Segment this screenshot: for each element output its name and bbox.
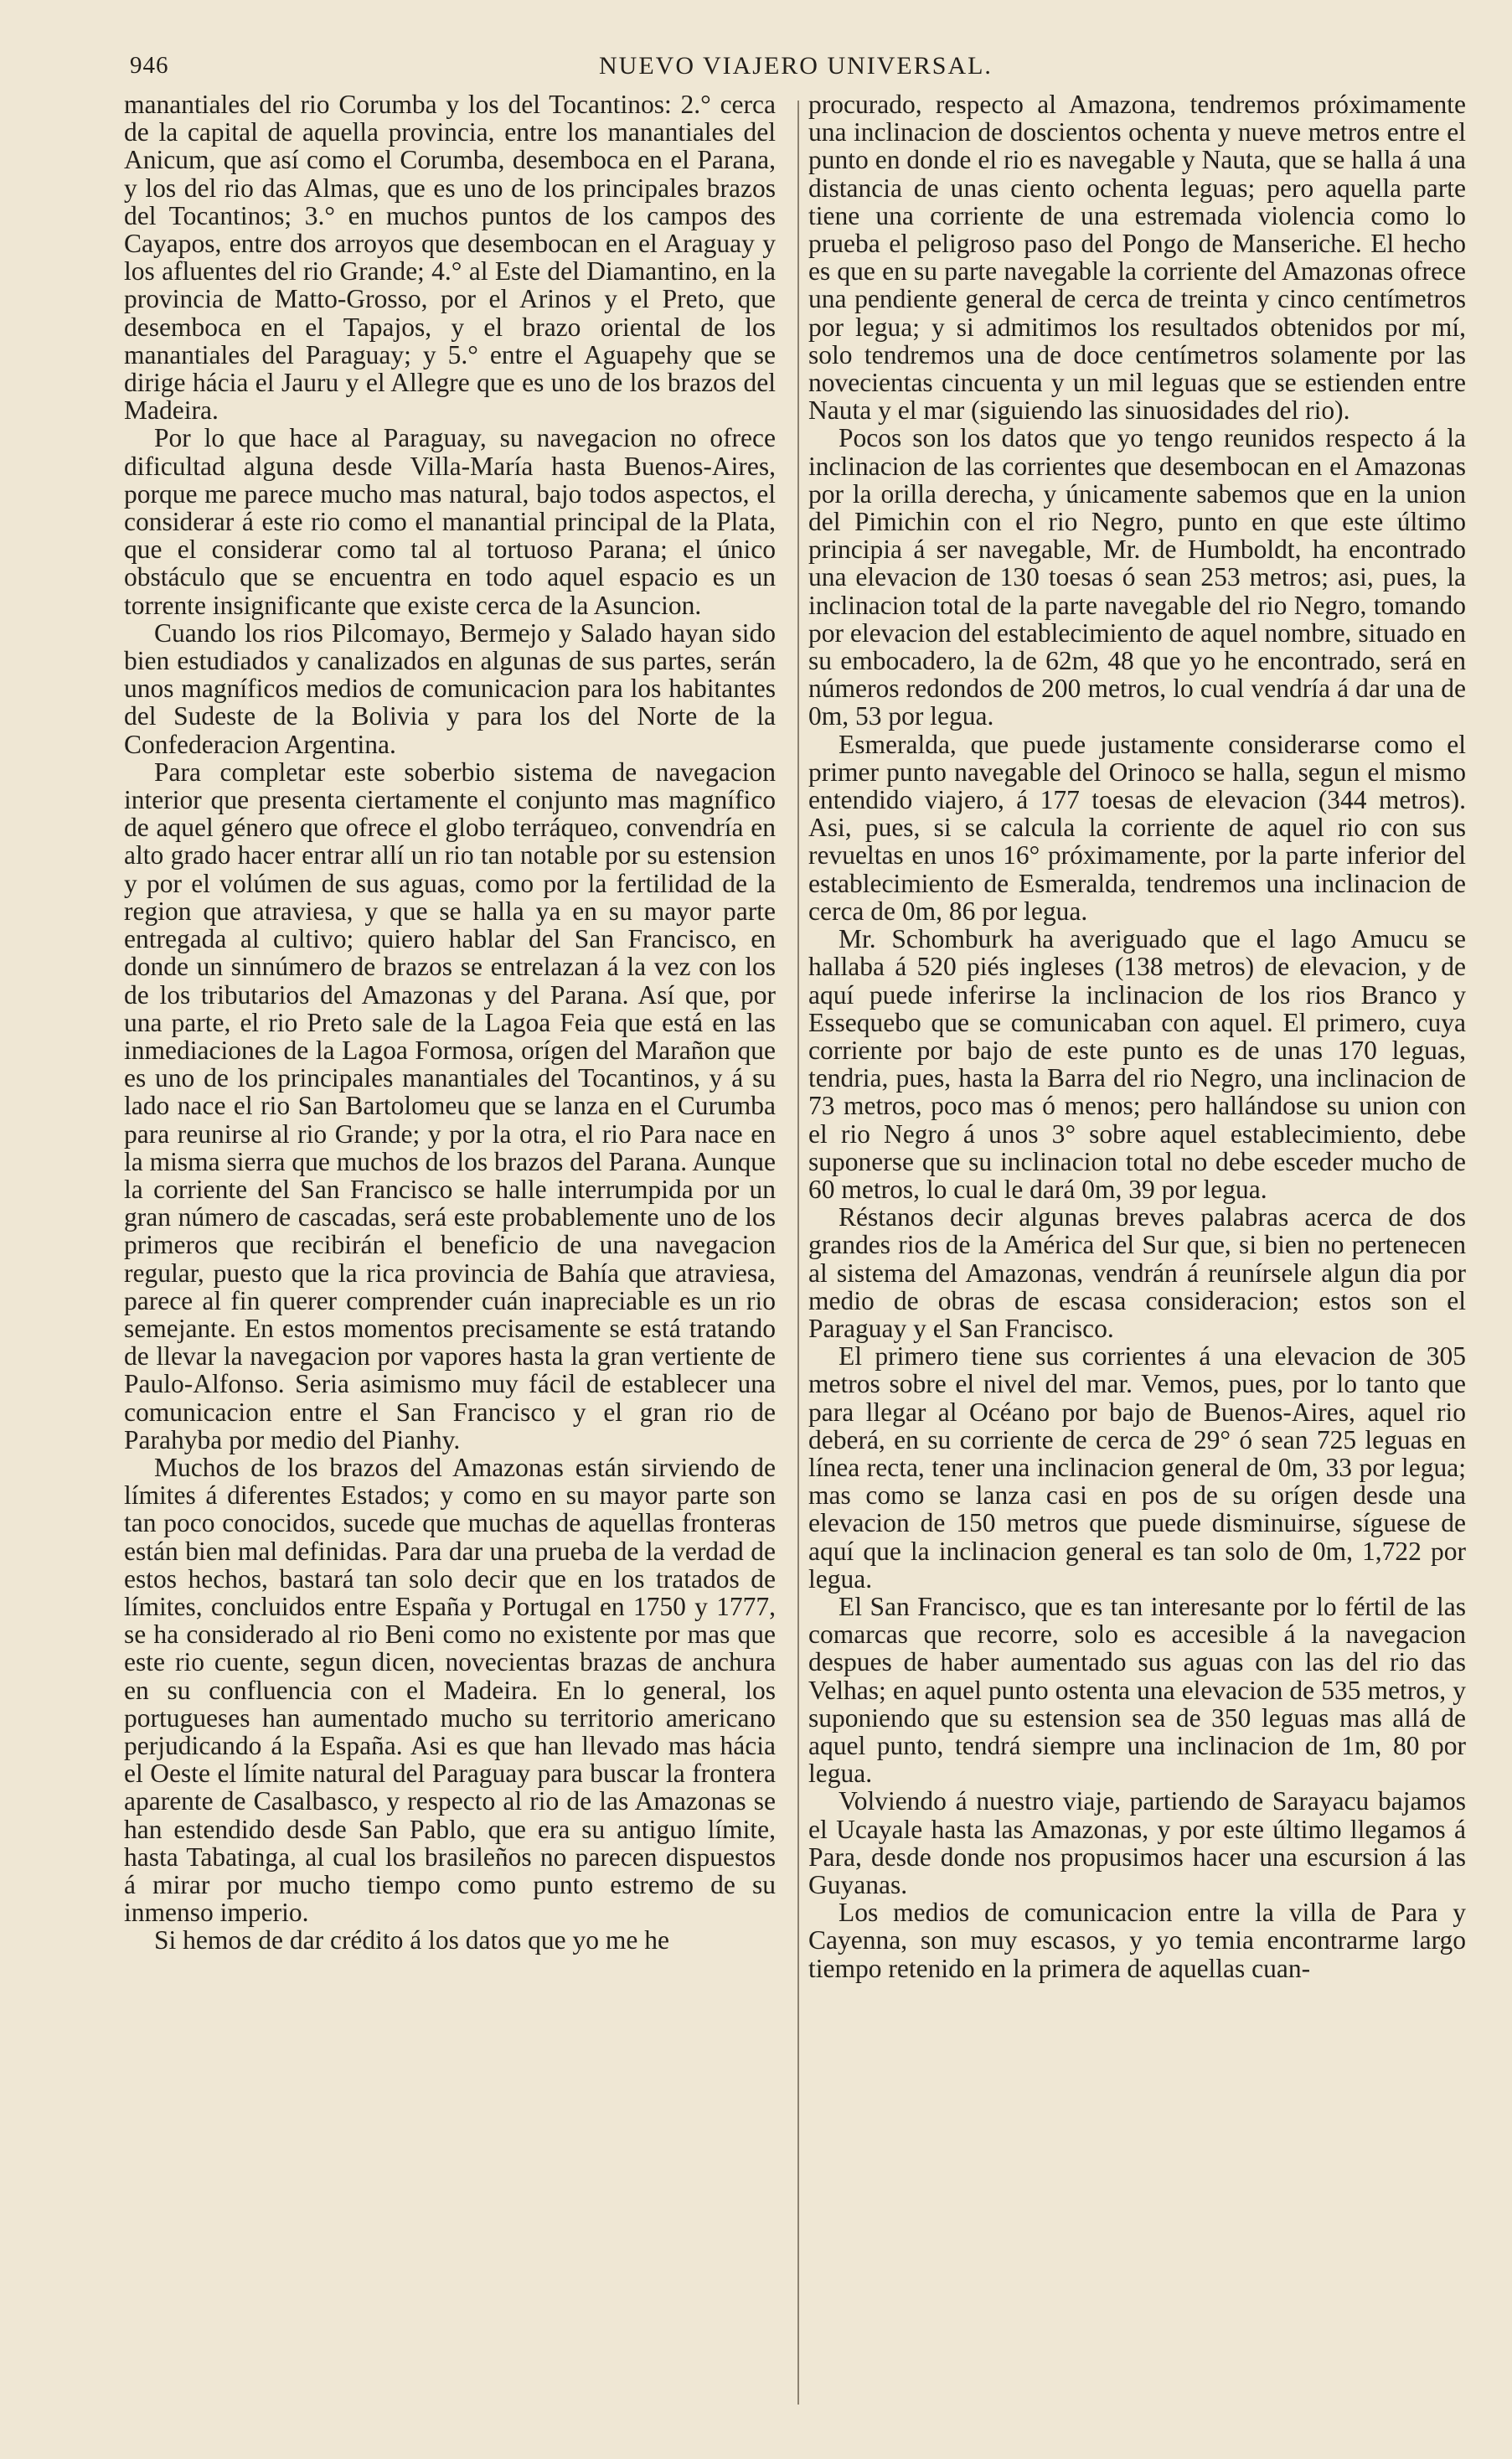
paragraph: Mr. Schomburk ha averiguado que el lago Amucu se hallaba á 520 piés ingleses (138 metros) de elevacion, y de aquí puede inferirse la inclinacion de los rios Branco y Essequebo que se comunicaban con aquel. El primero, cuya corriente por bajo de este punto es de unas 170 leguas, tendria, pues, hasta la Barra del rio Negro, una inclinacion de 73 metros, poco mas ó menos; pero hallándose su union con el rio Negro á unos 3° sobre aquel establecimiento, debe suponerse que su inclinacion total no debe esceder mucho de 60 metros, lo cual le dará 0m, 39 por legua.: [808, 924, 1466, 1204]
paragraph: Volviendo á nuestro viaje, partiendo de Sarayacu bajamos el Ucayale hasta las Amazonas, y por este último llegamos á Para, desde donde nos propusimos hacer una escursion á las Guyanas.: [808, 1786, 1466, 1899]
paragraph: Réstanos decir algunas breves palabras acerca de dos grandes rios de la América del Sur que, si bien no pertenecen al sistema del Amazonas, vendrán á reunírsele algun dia por medio de obras de escasa consideracion; estos son el Paraguay y el San Francisco.: [808, 1202, 1466, 1343]
paragraph: manantiales del rio Corumba y los del Tocantinos: 2.° cerca de la capital de aquella provincia, entre los manantiales del Anicum, que así como el Corumba, desemboca en el Parana, y los del rio das Almas, que es uno de los principales brazos del Tocantinos; 3.° en muchos puntos de los campos des Cayapos, entre dos arroyos que desembocan en el Araguay y los afluentes del rio Grande; 4.° al Este del Diamantino, en la provincia de Matto-Grosso, por el Arinos y el Preto, que desemboca en el Tapajos, y el brazo oriental de los manantiales del Paraguay; y 5.° entre el Aguapehy que se dirige hácia el Jauru y el Allegre que es uno de los brazos del Madeira.: [124, 90, 776, 426]
paragraph: Esmeralda, que puede justamente considerarse como el primer punto navegable del Orinoco se halla, segun el mismo entendido viajero, á 177 toesas de elevacion (344 metros). Asi, pues, si se calcula la corriente de aquel rio con sus revueltas en unos 16° próximamente, por la parte inferior del establecimiento de Esmeralda, tendremos una inclinacion de cerca de 0m, 86 por legua.: [808, 729, 1466, 926]
right-column: [808, 90, 1466, 2403]
paragraph: Los medios de comunicacion entre la villa de Para y Cayenna, son muy escasos, y yo temia encontrarme largo tiempo retenido en la primera de aquellas cuan-: [808, 1898, 1466, 1983]
left-column: [124, 90, 776, 2403]
page-header: [130, 52, 1462, 90]
paragraph: El primero tiene sus corrientes á una elevacion de 305 metros sobre el nivel del mar. Vemos, pues, por lo tanto que para llegar al Océano por bajo de Buenos-Aires, aquel rio deberá, en su corriente de cerca de 29° ó sean 725 leguas en línea recta, tener una inclinacion general de 0m, 33 por legua; mas como se lanza casi en pos de su orígen desde una elevacion de 150 metros que puede disminuirse, síguese de aquí que la inclinacion general es tan solo de 0m, 1,722 por legua.: [808, 1341, 1466, 1594]
paragraph: Si hemos de dar crédito á los datos que yo me he: [154, 1925, 669, 1955]
paragraph: Muchos de los brazos del Amazonas están sirviendo de límites á diferentes Estados; y como en su mayor parte son tan poco conocidos, sucede que muchas de aquellas fronteras están bien mal definidas. Para dar una prueba de la verdad de estos hechos, bastará tan solo decir que en los tratados de límites, concluidos entre España y Portugal en 1750 y 1777, se ha considerado al rio Beni como no existente por mas que este rio cuente, segun dicen, novecientas brazas de anchura en su confluencia con el Madeira. En lo general, los portugueses han aumentado mucho su territorio americano perjudicando á la España. Asi es que han llevado mas hácia el Oeste el límite natural del Paraguay para buscar la frontera aparente de Casalbasco, y respecto al rio de las Amazonas se han estendido desde San Pablo, que era su antiguo límite, hasta Tabatinga, al cual los brasileños no parecen dispuestos á mirar por mucho tiempo como punto estremo de su inmenso imperio.: [124, 1452, 776, 1928]
paragraph: El San Francisco, que es tan interesante por lo fértil de las comarcas que recorre, solo es accesible á la navegacion despues de haber aumentado sus aguas con las del rio das Velhas; en aquel punto ostenta una elevacion de 535 metros, y suponiendo que su estension sea de 350 leguas mas allá de aquel punto, tendrá siempre una inclinacion de 1m, 80 por legua.: [808, 1591, 1466, 1789]
paragraph: Por lo que hace al Paraguay, su navegacion no ofrece dificultad alguna desde Villa-María hasta Buenos-Aires, porque me parece mucho mas natural, bajo todos aspectos, el considerar á este rio como el manantial principal de la Plata, que el considerar como tal al tortuoso Parana; el único obstáculo que se encuentra en todo aquel espacio es un torrente insignificante que existe cerca de la Asuncion.: [124, 423, 776, 620]
paragraph: Pocos son los datos que yo tengo reunidos respecto á la inclinacion de las corrientes que desembocan en el Amazonas por la orilla derecha, y únicamente sabemos que en la union del Pimichin con el rio Negro, punto en que este último principia á ser navegable, Mr. de Humboldt, ha encontrado una elevacion de 130 toesas ó sean 253 metros; asi, pues, la inclinacion total de la parte navegable del rio Negro, tomando por elevacion del establecimiento de aquel nombre, situado en su embocadero, la de 62m, 48 que yo he encontrado, será en números redondos de 200 metros, lo cual vendría á dar una de 0m, 53 por legua.: [808, 423, 1466, 731]
paragraph: Para completar este soberbio sistema de navegacion interior que presenta ciertamente el conjunto mas magnífico de aquel género que ofrece el globo terráqueo, convendría en alto grado hacer entrar allí un rio tan notable por su estension y por el volúmen de sus aguas, como por la fertilidad de la region que atraviesa, y que se halla ya en su mayor parte entregada al cultivo; quiero hablar del San Francisco, en donde un sinnúmero de brazos se entrelazan á la vez con los de los tributarios del Amazonas y del Parana. Así que, por una parte, el rio Preto sale de la Lagoa Feia que está en las inmediaciones de la Lagoa Formosa, orígen del Marañon que es uno de los principales manantiales del Tocantinos, y á su lado nace el rio San Bartolomeu que se lanza en el Curumba para reunirse al rio Grande; y por la otra, el rio Para nace en la misma sierra que muchos de los brazos del Parana. Aunque la corriente del San Francisco se halle interrumpida por un gran número de cascadas, será este probablemente uno de los primeros que recibirán el beneficio de una navegacion regular, puesto que la rica provincia de Bahía que atraviesa, parece al fin querer comprender cuán inapreciable es un rio semejante. En estos momentos precisamente se está tratando de llevar la navegacion por vapores hasta la gran vertiente de Paulo-Alfonso. Seria asimismo muy fácil de establecer una comunicacion entre el San Francisco y el gran rio de Parahyba por medio del Pianhy.: [124, 757, 776, 1454]
paragraph: procurado, respecto al Amazona, tendremos próximamente una inclinacion de doscientos ochenta y nueve metros entre el punto en donde el rio es navegable y Nauta, que se halla á una distancia de unas ciento ochenta leguas; pero aquella parte tiene una corriente de una estremada violencia como lo prueba el peligroso paso del Pongo de Manseriche. El hecho es que en su parte navegable la corriente del Amazonas ofrece una pendiente general de cerca de treinta y cinco centímetros por legua; y si admitimos los resultados obtenidos por mí, solo tendremos una de doce centímetros solamente por las novecientas cincuenta y un mil leguas que se estienden entre Nauta y el mar (siguiendo las sinuosidades del rio).: [808, 90, 1466, 426]
page-number: 946: [130, 52, 169, 79]
paragraph: Cuando los rios Pilcomayo, Bermejo y Salado hayan sido bien estudiados y canalizados en algunas de sus partes, serán unos magníficos medios de comunicacion para los habitantes del Sudeste de la Bolivia y para los del Norte de la Confederacion Argentina.: [124, 617, 776, 759]
running-title: NUEVO VIAJERO UNIVERSAL.: [599, 52, 993, 80]
column-divider: [797, 101, 799, 2405]
